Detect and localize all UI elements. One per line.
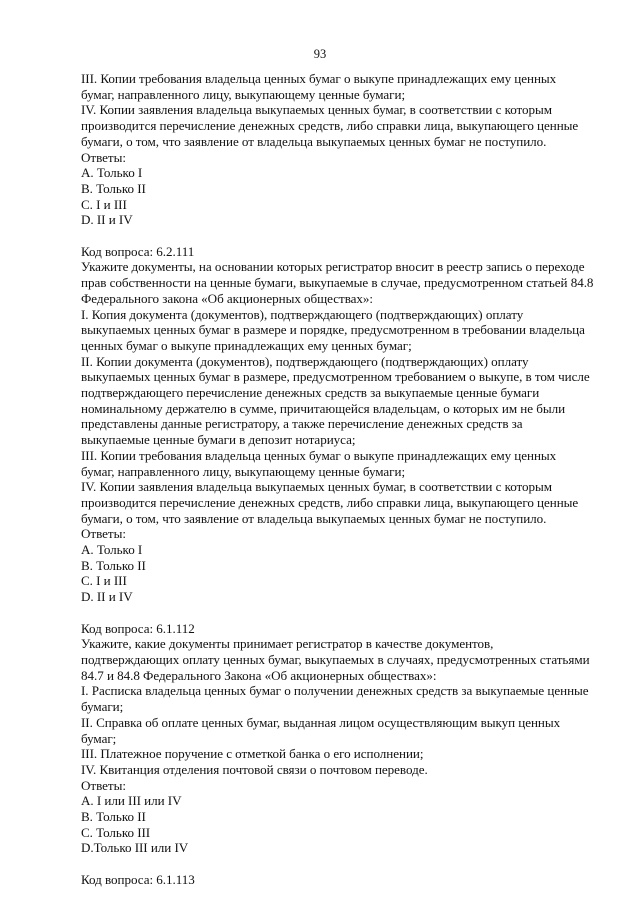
text-line: Укажите документы, на основании которых регистратор вносит в реестр запись о переходе [81,259,585,275]
text-line: номинальному держателю в сумме, причитающейся владельцам, о которых им не были [81,400,566,416]
text-line: представлены данные регистратору, а также перечисление денежных средств за [81,416,523,432]
text-line: A. Только I [81,165,143,181]
page-number: 93 [313,47,327,61]
text-line: Ответы: [81,526,126,542]
text-line: бумаги; [81,699,124,715]
question-block [81,71,601,228]
text-line: производится перечисление денежных средств, либо справки лица, выкупающего ценные [81,118,579,134]
question-block [81,244,601,605]
text-line: Федерального закона «Об акционерных обществах»: [81,290,374,306]
text-line: III. Платежное поручение с отметкой банка о его исполнении; [81,746,424,762]
text-line: B. Только II [81,809,146,825]
text-line: бумаг, направленного лицу, выкупающему ценные бумаги; [81,463,406,479]
text-line: Код вопроса: 6.2.111 [81,243,195,259]
text-line: II. Копии документа (документов), подтверждающего (подтверждающих) оплату [81,353,529,369]
question-block [81,872,601,888]
text-line: производится перечисление денежных средств, либо справки лица, выкупающего ценные [81,494,579,510]
text-line: D. II и IV [81,212,133,228]
text-line: III. Копии требования владельца ценных бумаг о выкупе принадлежащих ему ценных [81,447,557,463]
text-line: A. I или III или IV [81,793,182,809]
text-line: бумаг; [81,730,117,746]
text-line: прав собственности на ценные бумаги, выкупаемые в случае, предусмотренном статьей 84.8 [81,275,594,291]
text-line: бумаги, о том, что заявление от владельца выкупаемых ценных бумаг не поступило. [81,133,547,149]
text-line: B. Только II [81,180,146,196]
text-line: IV. Квитанция отделения почтовой связи о почтовом переводе. [81,761,428,777]
text-line: I. Копия документа (документов), подтверждающего (подтверждающих) оплату [81,306,524,322]
question-block [81,621,601,857]
text-line: выкупаемых ценных бумаг в размере, предусмотренном требованием о выкупе, в том числе [81,369,590,385]
text-line: подтверждающих оплату ценных бумаг, выкупаемых в случаях, предусмотренных статьями [81,651,590,667]
text-line: Ответы: [81,149,126,165]
text-line: A. Только I [81,542,143,558]
text-line: Код вопроса: 6.1.113 [81,871,195,887]
text-line: бумаги, о том, что заявление от владельца выкупаемых ценных бумаг не поступило. [81,510,547,526]
text-line: Укажите, какие документы принимает регистратор в качестве документов, [81,636,494,652]
text-line: III. Копии требования владельца ценных бумаг о выкупе принадлежащих ему ценных [81,71,557,86]
text-line: II. Справка об оплате ценных бумаг, выданная лицом осуществляющим выкуп ценных [81,714,561,730]
text-line: подтверждающего перечисление денежных средств за выкупаемые ценные бумаги [81,385,540,401]
paragraph-gap [81,605,601,621]
text-line: I. Расписка владельца ценных бумаг о получении денежных средств за выкупаемые ценные [81,683,589,699]
paragraph-gap [81,856,601,872]
text-line: C. I и III [81,196,127,212]
text-line: B. Только II [81,557,146,573]
text-line: 84.7 и 84.8 Федерального Закона «Об акционерных обществах»: [81,667,437,683]
text-line: D.Только III или IV [81,840,189,856]
document-body [81,71,601,888]
text-line: Ответы: [81,777,126,793]
text-line: выкупаемые ценные бумаги в депозит нотариуса; [81,432,356,448]
text-line: выкупаемых ценных бумаг в размере и порядке, предусмотренном в требовании владельца [81,322,585,338]
text-line: IV. Копии заявления владельца выкупаемых ценных бумаг, в соответствии с которым [81,102,553,118]
text-line: C. I и III [81,573,127,589]
text-line: бумаг, направленного лицу, выкупающему ценные бумаги; [81,86,406,102]
text-line: D. II и IV [81,589,133,605]
text-line: C. Только III [81,824,151,840]
paragraph-gap [81,228,601,244]
text-line: Код вопроса: 6.1.112 [81,620,195,636]
text-line: ценных бумаг о выкупе принадлежащих ему ценных бумаг; [81,337,412,353]
text-line: IV. Копии заявления владельца выкупаемых ценных бумаг, в соответствии с которым [81,479,553,495]
